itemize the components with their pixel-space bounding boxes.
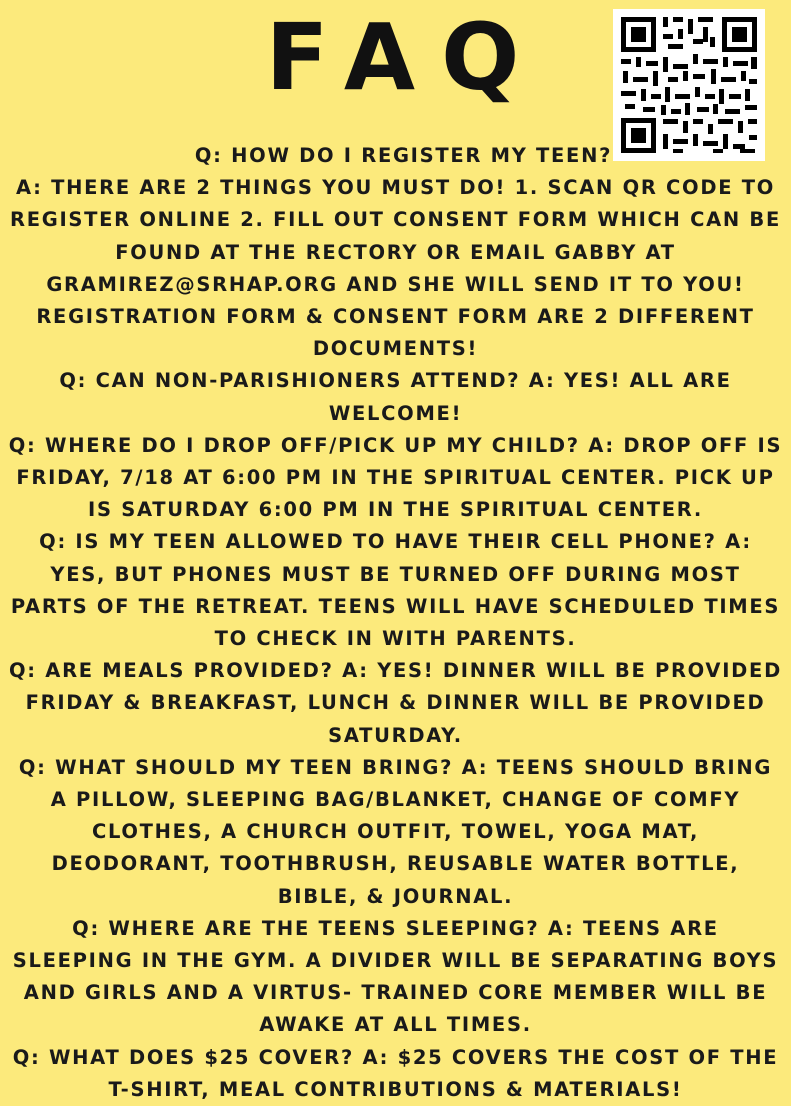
faq-item-what-to-bring: Q: WHAT SHOULD MY TEEN BRING? A: TEENS SHOULD BRING A PILLOW, SLEEPING BAG/BLANKET, CHANGE OF COMFY CLOTHES, A CHURCH OUTFIT, TOWEL, YOGA MAT, DEODORANT, TOOTHBRUSH, REUSABLE WATER BOTTLE, BIBLE, & JOURNAL. [18, 755, 773, 908]
faq-item-register-question: Q: HOW DO I REGISTER MY TEEN? [194, 144, 613, 167]
qr-code-icon[interactable] [613, 9, 765, 161]
faq-item-meals: Q: ARE MEALS PROVIDED? A: YES! DINNER WILL BE PROVIDED FRIDAY & BREAKFAST, LUNCH & DINNER WILL BE PROVIDED SATURDAY. [9, 659, 782, 747]
faq-list [8, 140, 783, 1106]
faq-item-cost: Q: WHAT DOES $25 COVER? A: $25 COVERS THE COST OF THE T-SHIRT, MEAL CONTRIBUTIONS & MATERIALS! [12, 1045, 779, 1101]
page-title: FAQ [265, 4, 546, 111]
faq-item-sleeping: Q: WHERE ARE THE TEENS SLEEPING? A: TEENS ARE SLEEPING IN THE GYM. A DIVIDER WILL BE SEPARATING BOYS AND GIRLS AND A VIRTUS- TRAINED CORE MEMBER WILL BE AWAKE AT ALL TIMES. [12, 916, 779, 1037]
faq-item-register-answer: A: THERE ARE 2 THINGS YOU MUST DO! 1. SCAN QR CODE TO REGISTER ONLINE 2. FILL OUT CONSENT FORM WHICH CAN BE FOUND AT THE RECTORY OR EMAIL GABBY AT GRAMIREZ@SRHAP.ORG AND SHE WILL SEND IT TO YOU! REGISTRATION FORM & CONSENT FORM ARE 2 DIFFERENT DOCUMENTS! [10, 176, 781, 361]
faq-item-cell-phone: Q: IS MY TEEN ALLOWED TO HAVE THEIR CELL PHONE? A: YES, BUT PHONES MUST BE TURNED OFF DURING MOST PARTS OF THE RETREAT. TEENS WILL HAVE SCHEDULED TIMES TO CHECK IN WITH PARENTS. [10, 530, 781, 651]
qr-finder-patterns [621, 17, 757, 153]
faq-item-non-parishioners: Q: CAN NON-PARISHIONERS ATTEND? A: YES! ALL ARE WELCOME! [59, 369, 732, 425]
faq-item-drop-off: Q: WHERE DO I DROP OFF/PICK UP MY CHILD? A: DROP OFF IS FRIDAY, 7/18 AT 6:00 PM IN THE SPIRITUAL CENTER. PICK UP IS SATURDAY 6:00 PM IN THE SPIRITUAL CENTER. [8, 433, 783, 522]
